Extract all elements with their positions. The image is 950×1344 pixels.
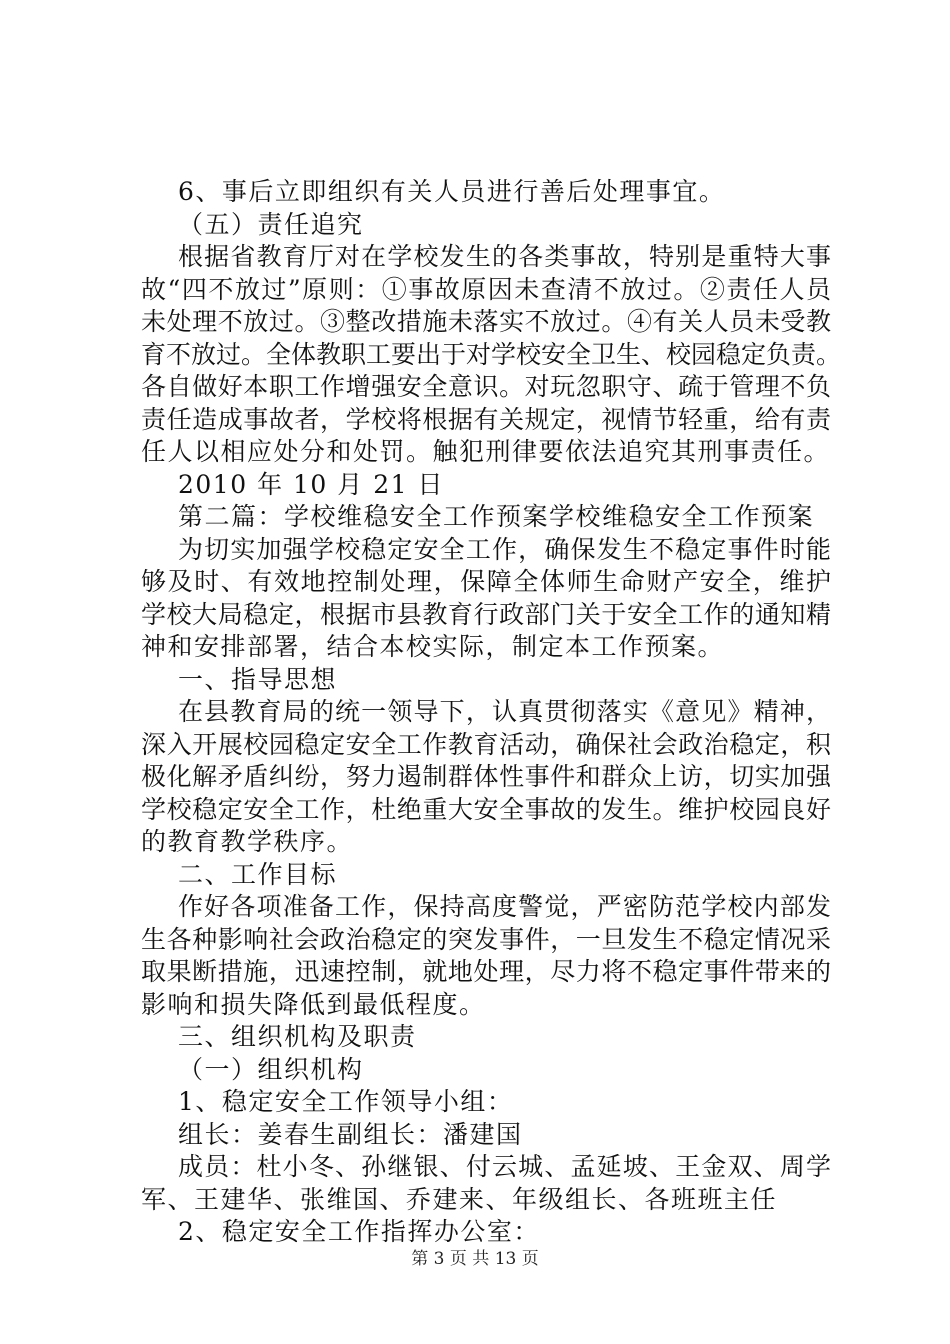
document-body <box>141 176 842 1249</box>
page-footer: 第 3 页 共 13 页 <box>411 1249 539 1269</box>
text-line: 作好各项准备工作，保持高度警觉，严密防范学校内部发 <box>178 892 831 921</box>
text-line: 学校大局稳定，根据市县教育行政部门关于安全工作的通知精 <box>141 599 831 629</box>
text-line: 2010 年 10 月 21 日 <box>178 469 444 499</box>
text-line: 各自做好本职工作增强安全意识。对玩忽职守、疏于管理不负 <box>141 372 831 401</box>
text-line: 未处理不放过。③整改措施未落实不放过。④有关人员未受教 <box>141 307 831 336</box>
text-line: 三、组织机构及职责 <box>178 1022 417 1051</box>
text-line: 军、王建华、张维国、乔建来、年级组长、各班班主任 <box>141 1184 778 1214</box>
text-line: 第二篇：学校维稳安全工作预案学校维稳安全工作预案 <box>178 502 815 531</box>
text-line: 责任造成事故者，学校将根据有关规定，视情节轻重，给有责 <box>141 404 831 434</box>
text-line: 育不放过。全体教职工要出于对学校安全卫生、校园稳定负责。 <box>141 339 842 369</box>
text-line: 二、工作目标 <box>178 859 338 889</box>
text-line: 组长：姜春生副组长：潘建国 <box>178 1119 523 1149</box>
text-line: 1、稳定安全工作领导小组： <box>178 1087 514 1116</box>
text-line: 故“四不放过”原则：①事故原因未查清不放过。②责任人员 <box>141 274 831 304</box>
text-line: 2、稳定安全工作指挥办公室： <box>178 1217 540 1246</box>
text-line: 成员：杜小冬、孙继银、付云城、孟延坡、王金双、周学 <box>178 1152 831 1181</box>
text-line: 的教育教学秩序。 <box>141 827 354 856</box>
text-line: 6、事后立即组织有关人员进行善后处理事宜。 <box>178 177 726 206</box>
text-line: 学校稳定安全工作，杜绝重大安全事故的发生。维护校园良好 <box>141 794 831 824</box>
text-line: 极化解矛盾纠纷，努力遏制群体性事件和群众上访，切实加强 <box>141 762 831 791</box>
text-line: （五）责任追究 <box>178 209 364 239</box>
text-line: 为切实加强学校稳定安全工作，确保发生不稳定事件时能 <box>178 534 831 564</box>
text-line: 生各种影响社会政治稳定的突发事件，一旦发生不稳定情况采 <box>141 924 831 954</box>
text-line: 根据省教育厅对在学校发生的各类事故，特别是重特大事 <box>178 242 831 271</box>
text-line: 在县教育局的统一领导下，认真贯彻落实《意见》精神， <box>178 697 831 726</box>
text-line: 神和安排部署，结合本校实际，制定本工作预案。 <box>141 632 725 661</box>
text-line: 取果断措施，迅速控制，就地处理，尽力将不稳定事件带来的 <box>141 957 831 986</box>
text-line: 影响和损失降低到最低程度。 <box>141 989 486 1019</box>
text-line: 一、指导思想 <box>178 664 338 694</box>
text-line: 深入开展校园稳定安全工作教育活动，确保社会政治稳定，积 <box>141 729 831 759</box>
text-line: （一）组织机构 <box>178 1054 364 1084</box>
text-line: 任人以相应处分和处罚。触犯刑律要依法追究其刑事责任。 <box>141 437 831 466</box>
text-line: 够及时、有效地控制处理，保障全体师生命财产安全，维护 <box>141 567 831 596</box>
